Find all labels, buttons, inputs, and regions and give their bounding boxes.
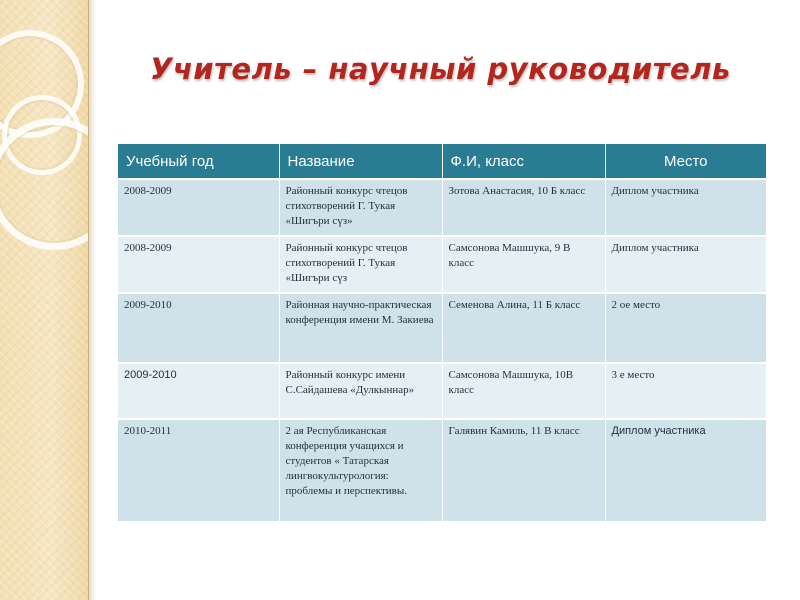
header-year: Учебный год (118, 144, 279, 179)
cell-year: 2009-2010 (118, 293, 279, 363)
competitions-table (118, 144, 766, 521)
cell-year: 2008-2009 (118, 179, 279, 236)
cell-title: Районный конкурс имени С.Сайдашева «Дулкыннар» (279, 363, 442, 419)
cell-place: Диплом участника (605, 419, 766, 521)
cell-place: 3 е место (605, 363, 766, 419)
cell-year: 2008-2009 (118, 236, 279, 293)
table-row (118, 293, 766, 363)
table-row (118, 179, 766, 236)
slide-title: Учитель – научный руководитель (150, 52, 731, 86)
header-student: Ф.И, класс (442, 144, 605, 179)
cell-title: 2 ая Республиканская конференция учащихся и студентов « Татарская лингвокультурология: проблемы и перспективы. (279, 419, 442, 521)
cell-title: Районный конкурс чтецов стихотворений Г. Тукая «Шигъри сүз (279, 236, 442, 293)
cell-title: Районный конкурс чтецов стихотворений Г. Тукая «Шигъри сүз» (279, 179, 442, 236)
cell-year: 2009-2010 (118, 363, 279, 419)
cell-place: Диплом участника (605, 236, 766, 293)
cell-student: Семенова Алина, 11 Б класс (442, 293, 605, 363)
table-header-row (118, 144, 766, 179)
header-place: Место (605, 144, 766, 179)
sidebar-shadow (88, 0, 96, 600)
table-row (118, 363, 766, 419)
cell-place: Диплом участника (605, 179, 766, 236)
header-title: Название (279, 144, 442, 179)
cell-place: 2 ое место (605, 293, 766, 363)
decorative-ring (0, 118, 89, 250)
cell-student: Самсонова Машшука, 9 В класс (442, 236, 605, 293)
table-row (118, 419, 766, 521)
cell-student: Галявин Камиль, 11 В класс (442, 419, 605, 521)
table-row (118, 236, 766, 293)
cell-student: Самсонова Машшука, 10В класс (442, 363, 605, 419)
cell-title: Районная научно-практическая конференция имени М. Закиева (279, 293, 442, 363)
decorative-sidebar (0, 0, 89, 600)
cell-student: Зотова Анастасия, 10 Б класс (442, 179, 605, 236)
cell-year: 2010-2011 (118, 419, 279, 521)
